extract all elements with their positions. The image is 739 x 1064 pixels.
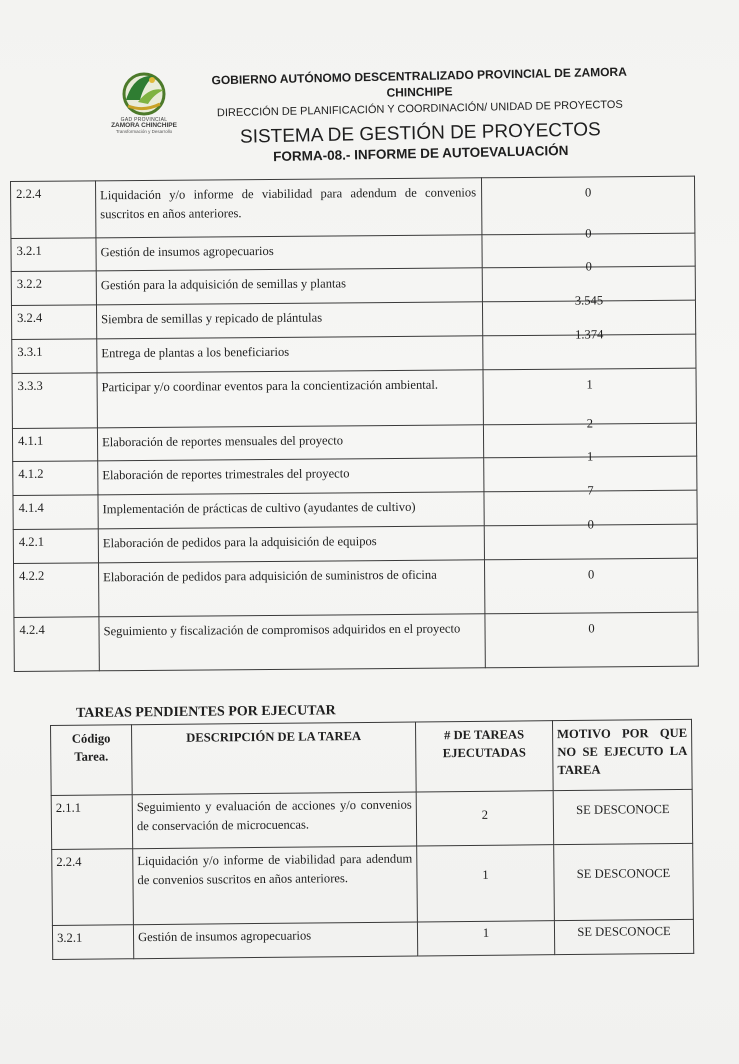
task-description: Gestión para la adquisición de semillas y plantas	[96, 268, 482, 305]
document-header	[199, 63, 641, 166]
task-value: 0	[584, 185, 592, 200]
table-row	[14, 612, 698, 671]
pending-reason: SE DESCONOCE	[554, 919, 693, 954]
task-code: 3.2.4	[11, 305, 96, 340]
task-description: Gestión de insumos agropecuarios	[96, 235, 482, 271]
logo-emblem-icon	[104, 66, 184, 122]
task-description: Entrega de plantas a los beneficiarios	[97, 336, 483, 373]
task-description: Elaboración de reportes trimestrales del proyecto	[98, 458, 484, 495]
task-code: 2.2.4	[11, 181, 96, 239]
task-description: Seguimiento y fiscalización de compromisos adquiridos en el proyecto	[99, 614, 485, 671]
table-row	[14, 558, 698, 617]
task-description: Implementación de prácticas de cultivo (ayudantes de cultivo)	[98, 492, 484, 529]
pending-header-row	[51, 719, 693, 795]
pending-table-wrapper	[50, 719, 694, 960]
task-value: 0	[587, 567, 595, 582]
pending-description: Seguimiento y evaluación de acciones y/o convenios de conservación de microcuencas.	[132, 792, 417, 849]
task-value-cell	[483, 327, 696, 370]
table-row	[52, 843, 694, 925]
header-executed: # DE TAREAS EJECUTADAS	[415, 721, 553, 792]
task-value-cell	[485, 612, 698, 668]
logo-caption	[104, 118, 184, 135]
table-row	[11, 233, 695, 271]
pending-code: 2.2.4	[52, 849, 134, 926]
task-code: 4.2.1	[13, 529, 98, 564]
header-reason: MOTIVO POR QUE NO SE EJECUTO LA TAREA	[552, 719, 692, 790]
task-description: Liquidación y/o informe de viabilidad para adendum de convenios suscritos en años anteriores.	[96, 178, 482, 238]
table-row	[13, 490, 697, 529]
task-value: 3.545	[574, 293, 604, 308]
header-description: DESCRIPCIÓN DE LA TAREA	[132, 722, 417, 795]
task-value: 0	[585, 259, 592, 274]
task-description: Participar y/o coordinar eventos para la concientización ambiental.	[97, 370, 483, 428]
task-value: 0	[585, 226, 592, 241]
task-code: 3.2.1	[11, 238, 96, 272]
table-row	[52, 919, 693, 959]
table-row	[12, 368, 696, 428]
table-row	[11, 176, 695, 238]
task-description: Elaboración de pedidos para adquisición de suministros de oficina	[99, 560, 485, 617]
task-code: 3.3.1	[12, 339, 97, 374]
pending-reason: SE DESCONOCE	[553, 789, 693, 844]
pending-tasks-table	[50, 719, 694, 960]
header-code: Código Tarea.	[51, 725, 133, 796]
tasks-table	[10, 176, 699, 672]
task-value: 1	[586, 377, 593, 392]
task-code: 3.2.2	[11, 271, 96, 306]
pending-executed: 2	[416, 791, 554, 846]
table-row	[12, 423, 696, 461]
form-title: FORMA-08.- INFORME DE AUTOEVALUACIÓN	[273, 142, 569, 165]
table-row	[13, 524, 697, 563]
system-title: SISTEMA DE GESTIÓN DE PROYECTOS	[239, 119, 601, 148]
task-description: Elaboración de pedidos para la adquisición de equipos	[98, 526, 484, 563]
task-description: Siembra de semillas y repicado de plántulas	[96, 302, 482, 339]
task-code: 4.2.2	[14, 563, 99, 618]
task-code: 4.1.4	[13, 495, 98, 530]
table-row	[51, 789, 692, 849]
task-value: 1	[586, 449, 594, 464]
pending-executed: 1	[417, 845, 555, 922]
pending-description: Gestión de insumos agropecuarios	[133, 922, 417, 959]
table-row	[12, 334, 696, 373]
pending-executed: 1	[417, 921, 554, 956]
task-value-cell	[484, 517, 697, 560]
task-value: 2	[586, 416, 594, 431]
logo-line-2: ZAMORA CHINCHIPE	[111, 122, 177, 130]
table-row	[13, 456, 697, 495]
pending-code: 2.1.1	[51, 795, 133, 850]
task-value: 1.374	[574, 327, 604, 342]
task-code: 4.1.2	[13, 461, 98, 496]
task-value: 0	[587, 517, 594, 532]
task-value: 0	[588, 621, 595, 636]
logo-line-3: Transformación y Desarrollo	[115, 129, 173, 135]
task-code: 4.1.1	[12, 428, 97, 462]
task-value: 7	[587, 483, 594, 498]
organization-name: GOBIERNO AUTÓNOMO DESCENTRALIZADO PROVINCIAL DE ZAMORA CHINCHIPE	[211, 64, 627, 100]
task-code: 4.2.4	[14, 617, 99, 672]
department-name: DIRECCIÓN DE PLANIFICACIÓN Y COORDINACIÓN/ UNIDAD DE PROYECTOS	[216, 98, 623, 120]
logo-line-1: GAD PROVINCIAL	[120, 117, 168, 123]
pending-reason: SE DESCONOCE	[554, 843, 694, 920]
pending-code: 3.2.1	[52, 925, 133, 960]
tasks-table-wrapper	[10, 176, 699, 672]
pending-description: Liquidación y/o informe de viabilidad para adendum de convenios suscritos en años anteriores.	[133, 846, 418, 925]
pending-tasks-title: TAREAS PENDIENTES POR EJECUTAR	[76, 703, 336, 721]
task-description: Elaboración de reportes mensuales del proyecto	[97, 425, 483, 461]
task-value-cell	[484, 558, 697, 614]
task-code: 3.3.3	[12, 373, 97, 429]
